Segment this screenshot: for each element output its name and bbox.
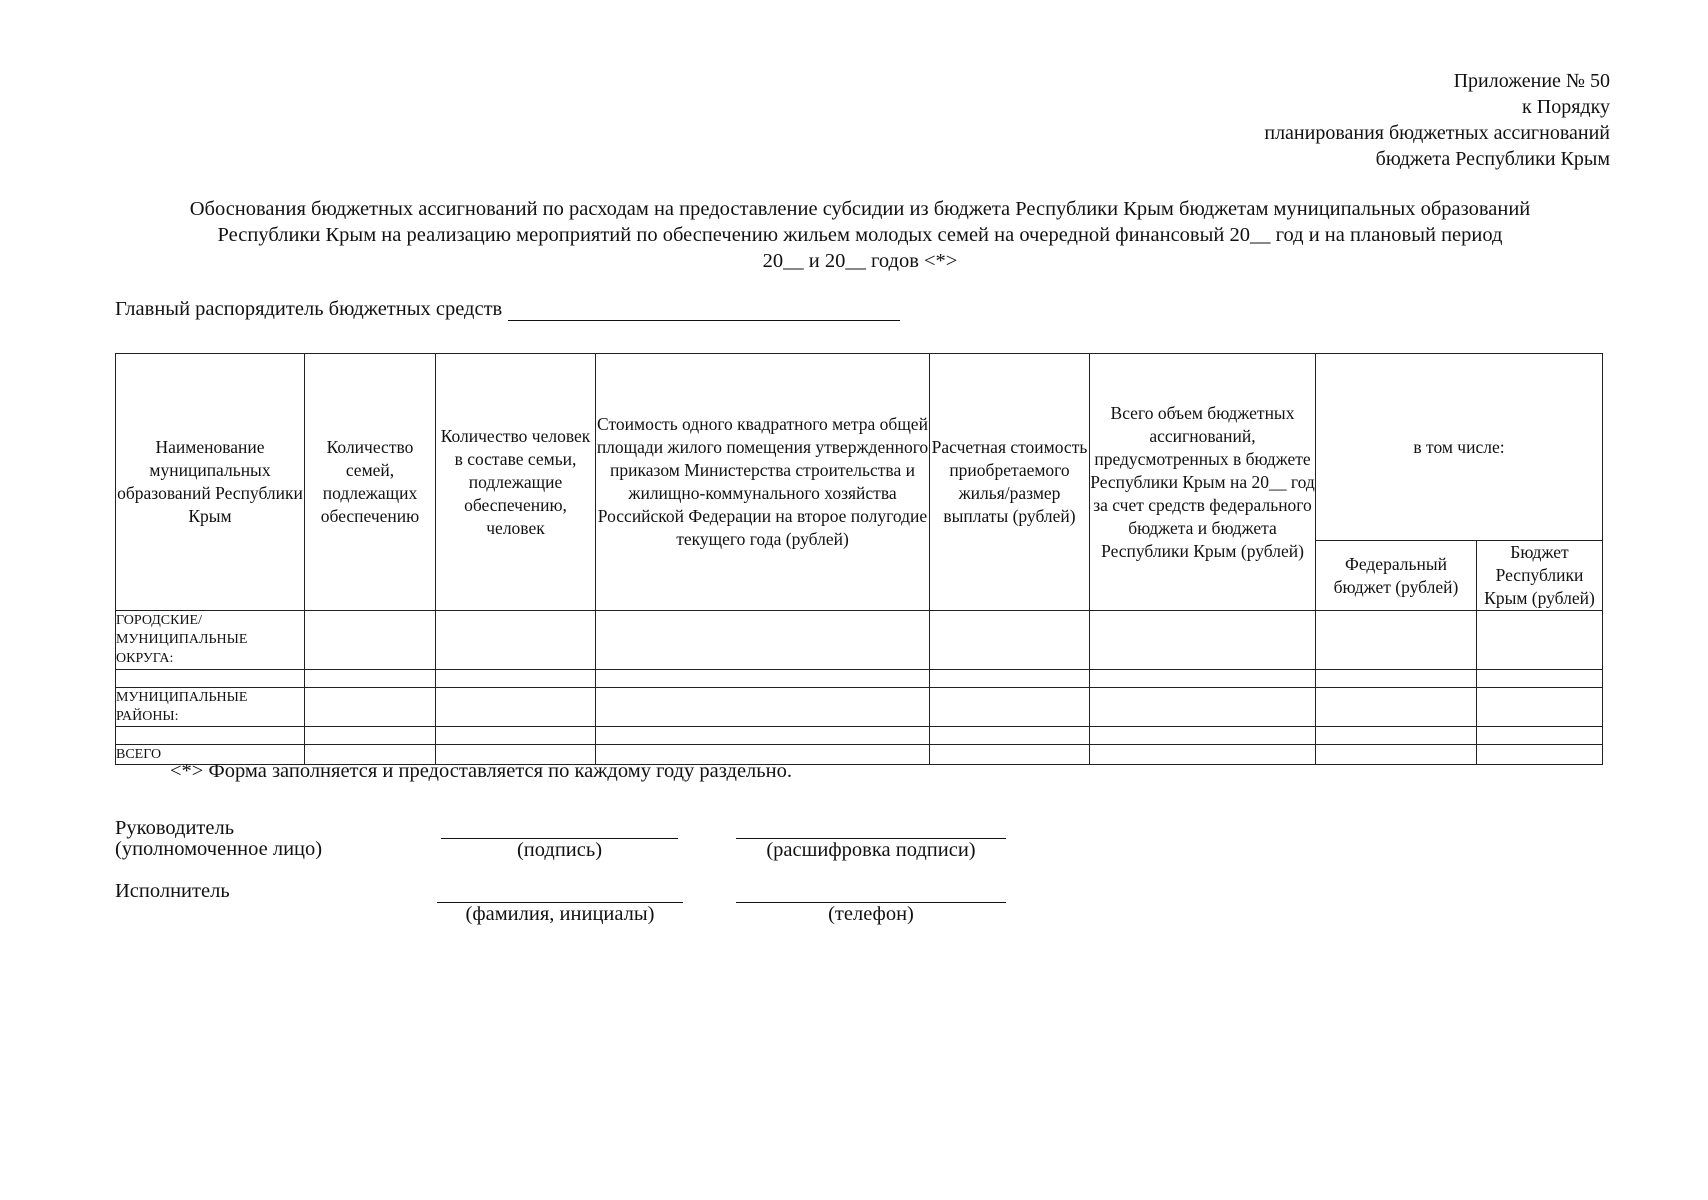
header-families-count: Количество семей, подлежащих обеспечению: [305, 354, 436, 611]
table-cell[interactable]: [436, 727, 596, 745]
table-row: [116, 688, 1603, 727]
table-cell[interactable]: [305, 670, 436, 688]
table-cell[interactable]: [596, 688, 930, 727]
table-cell[interactable]: [1090, 745, 1316, 765]
head-label: [115, 818, 322, 860]
appendix-order: к Порядку: [1522, 96, 1610, 118]
table-cell[interactable]: [1316, 688, 1477, 727]
row-label-municipal-districts: МУНИЦИПАЛЬНЫЕ РАЙОНЫ:: [116, 688, 305, 727]
header-estimated-cost: Расчетная стоимость приобретаемого жилья/размер выплаты (рублей): [930, 354, 1090, 611]
table-cell[interactable]: [436, 688, 596, 727]
budget-table: [115, 353, 1603, 765]
header-municipality-name: Наименование муниципальных образований Республики Крым: [116, 354, 305, 611]
title-line-3: 20__ и 20__ годов <*>: [762, 250, 958, 272]
header-including-group: в том числе:: [1316, 354, 1603, 541]
head-label-line-2: (уполномоченное лицо): [115, 838, 323, 860]
table-cell[interactable]: [1477, 727, 1603, 745]
table-row: [116, 670, 1603, 688]
appendix-header: [1264, 68, 1610, 172]
table-cell[interactable]: [1316, 727, 1477, 745]
header-sqm-cost: Стоимость одного квадратного метра общей площади жилого помещения утвержденного приказом Министерства строительства и жилищно-коммунального хозяйства Российской Федерации на второе полугодие текущего года (рублей): [596, 354, 930, 611]
table-cell[interactable]: [930, 727, 1090, 745]
header-federal-budget: Федеральный бюджет (рублей): [1316, 541, 1477, 611]
signature-decoding-field[interactable]: (расшифровка подписи): [736, 838, 1006, 861]
table-cell[interactable]: [1477, 745, 1603, 765]
table-cell[interactable]: [596, 611, 930, 670]
table-cell[interactable]: [436, 611, 596, 670]
row-label-total: ВСЕГО: [116, 745, 305, 765]
table-cell[interactable]: [305, 727, 436, 745]
table-cell[interactable]: [930, 688, 1090, 727]
title-line-2: Республики Крым на реализацию мероприятий по обеспечению жильем молодых семей на очередной финансовый 20__ год и на плановый период: [217, 224, 1503, 246]
header-total-allocations: Всего объем бюджетных ассигнований, предусмотренных в бюджете Республики Крым на 20__ год за счет средств федерального бюджета и бюджета Республики Крым (рублей): [1090, 354, 1316, 611]
appendix-planning: планирования бюджетных ассигнований: [1264, 122, 1610, 144]
table-cell[interactable]: [1090, 688, 1316, 727]
table-header-row: [116, 354, 1603, 541]
document-title: [110, 196, 1610, 274]
row-label-urban-districts: ГОРОДСКИЕ/ МУНИЦИПАЛЬНЫЕ ОКРУГА:: [116, 611, 305, 670]
table-row: [116, 611, 1603, 670]
header-persons-count: Количество человек в составе семьи, подлежащие обеспечению, человек: [436, 354, 596, 611]
budget-manager-field[interactable]: [508, 298, 900, 321]
table-cell[interactable]: [596, 727, 930, 745]
table-cell[interactable]: [596, 670, 930, 688]
title-line-1: Обоснования бюджетных ассигнований по расходам на предоставление субсидии из бюджета Республики Крым бюджетам муниципальных образований: [189, 198, 1531, 220]
executor-name-field[interactable]: (фамилия, инициалы): [437, 902, 683, 925]
table-cell[interactable]: [930, 611, 1090, 670]
table-cell[interactable]: [436, 670, 596, 688]
header-crimea-budget: Бюджет Республики Крым (рублей): [1477, 541, 1603, 611]
executor-label: Исполнитель: [115, 880, 230, 902]
table-cell[interactable]: [1477, 688, 1603, 727]
table-cell[interactable]: [1316, 670, 1477, 688]
table-cell[interactable]: [1477, 611, 1603, 670]
table-cell[interactable]: [116, 727, 305, 745]
table-cell[interactable]: [930, 745, 1090, 765]
signature-field[interactable]: (подпись): [441, 838, 678, 861]
footnote: <*> Форма заполняется и предоставляется по каждому году раздельно.: [170, 760, 792, 782]
appendix-budget: бюджета Республики Крым: [1375, 148, 1610, 170]
executor-phone-field[interactable]: (телефон): [736, 902, 1006, 925]
table-cell[interactable]: [1316, 611, 1477, 670]
budget-manager-label: Главный распорядитель бюджетных средств: [115, 298, 503, 320]
appendix-number: Приложение № 50: [1453, 70, 1610, 92]
table-cell[interactable]: [116, 670, 305, 688]
table-cell[interactable]: [1090, 611, 1316, 670]
table-cell[interactable]: [305, 688, 436, 727]
table-cell[interactable]: [1090, 670, 1316, 688]
table-cell[interactable]: [305, 611, 436, 670]
table-cell[interactable]: [1090, 727, 1316, 745]
budget-manager-line: [115, 298, 900, 321]
table-cell[interactable]: [930, 670, 1090, 688]
table-row: [116, 727, 1603, 745]
table-cell[interactable]: [1477, 670, 1603, 688]
head-label-line-1: Руководитель: [115, 817, 235, 839]
table-cell[interactable]: [1316, 745, 1477, 765]
